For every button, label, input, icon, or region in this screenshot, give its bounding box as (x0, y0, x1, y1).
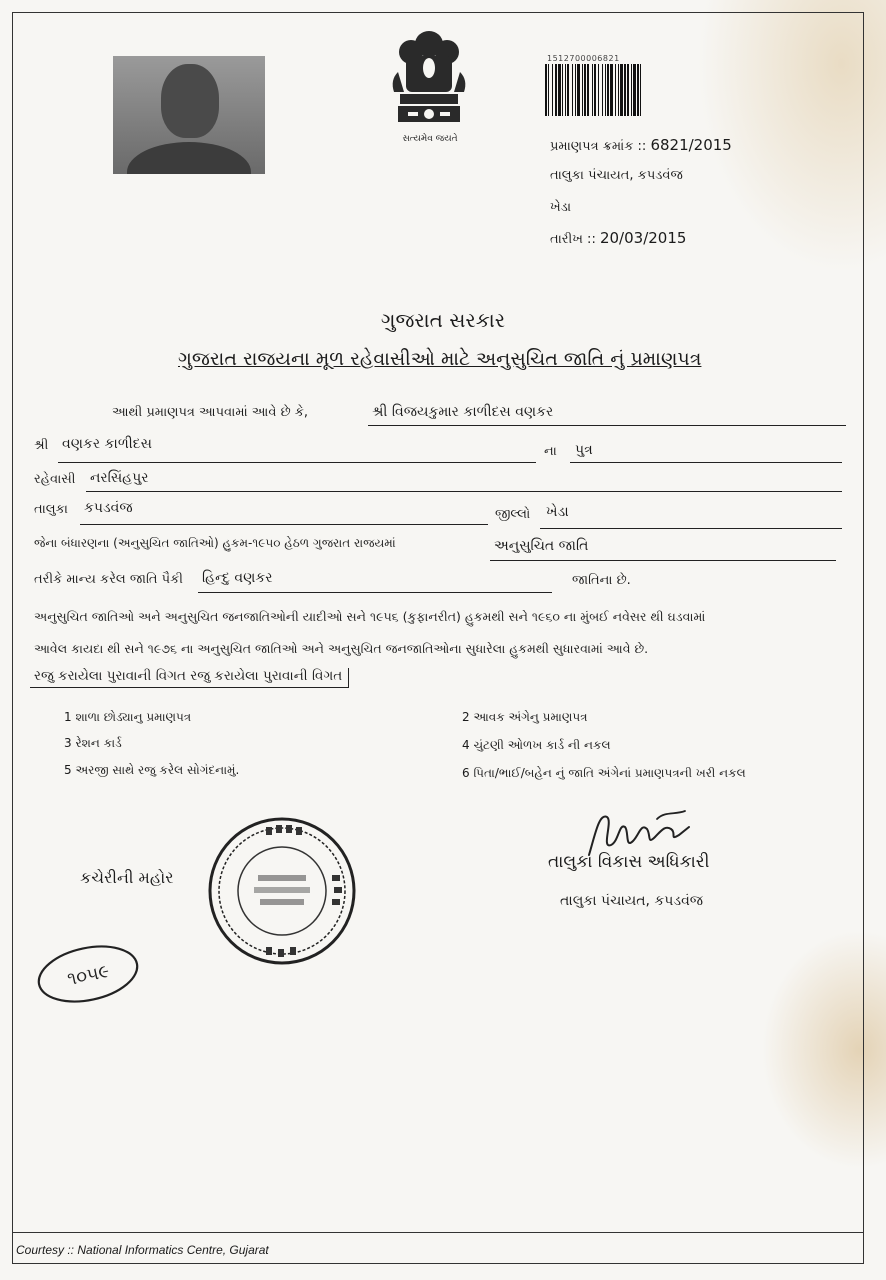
taluka-label: તાલુકા (34, 502, 68, 517)
applicant-photo (113, 56, 265, 174)
legal-paragraph-line1: અનુસુચિત જાતિઓ અને અનુસુચિત જનજાતિઓની યાદીઓ સને ૧૯૫૬ (કુફાનરીત) હુકમથી સને ૧૯૬૦ ના મુંબઈ નવેસર થી ઘડવામાં (34, 609, 706, 624)
caste-suffix: જાતિના છે. (572, 573, 631, 588)
relation-value: પુત્ર (575, 442, 593, 458)
father-prefix: શ્રી (34, 438, 49, 453)
proof-item: 1 શાળા છોડ્યાનુ પ્રમાણપત્ર (64, 710, 192, 724)
certificate-title: ગુજરાત રાજયના મૂળ રહેવાસીઓ માટે અનુસુચિત જાતિ નું પ્રમાણપત્ર (178, 348, 702, 370)
proof-item: 6 પિતા/ભાઈ/બહેન નું જાતિ અંગેનાં પ્રમાણપત્રની ખરી નકલ (462, 766, 746, 780)
legal-paragraph-line2: આવેલ કાયદા થી સને ૧૯૭૬ ના અનુસુચિત જાતિઓ અને અનુસુચિત જનજાતિઓના સુધારેલા હુકમથી સુધારવામાં આવે છે. (34, 641, 649, 656)
recognized-label: તરીકે માન્ય કરેલ જાતિ પૈકી (34, 572, 183, 587)
certificate-number-label: પ્રમાણપત્ર ક્રમાંક :: (550, 139, 647, 154)
issued-to-label: આથી પ્રમાણપત્ર આપવામાં આવે છે કે, (112, 405, 309, 420)
emblem-motto: સત્યમેવ જયતે (402, 134, 458, 144)
government-title: ગુજરાત સરકાર (380, 308, 506, 332)
proof-item: 5 અરજી સાથે રજુ કરેલ સોગંદનામું. (64, 763, 240, 777)
proof-item: 3 રેશન કાર્ડ (64, 736, 122, 750)
office-seal-stamp (206, 815, 358, 967)
office-seal-label: કચેરીની મહોર (80, 868, 174, 887)
proof-item: 4 ચુંટણી ઓળખ કાર્ડ ની નકલ (462, 738, 611, 752)
handwritten-number: ૧૦૫૯ (65, 960, 112, 991)
issue-date-label: તારીખ :: (550, 232, 596, 247)
barcode (545, 64, 727, 116)
state-emblem-icon (384, 28, 474, 132)
issue-date (550, 229, 686, 247)
resident-label: રહેવાસી (34, 472, 76, 487)
barcode-number: 1512700006821 (547, 54, 620, 63)
category-value: અનુસુચિત જાતિ (494, 538, 589, 554)
certificate-number (550, 136, 732, 154)
caste-value: હિન્દુ વણકર (202, 570, 273, 586)
issue-date-value: 20/03/2015 (599, 229, 687, 247)
taluka-value: કપડવંજ (84, 500, 133, 516)
footer-divider (12, 1232, 864, 1233)
district-label: જીલ્લો (495, 507, 531, 522)
certificate-number-value: 6821/2015 (650, 136, 732, 154)
footer-courtesy: Courtesy :: National Informatics Centre, Gujarat (16, 1243, 269, 1257)
resident-value: નરસિંહપુર (90, 470, 149, 486)
issued-to-value: શ્રી વિજયકુમાર કાળીદસ વણકર (372, 404, 554, 420)
proof-item: 2 આવક અંગેનુ પ્રમાણપત્ર (462, 710, 588, 724)
relation-label: ના (544, 444, 557, 459)
issuing-office: તાલુકા પંચાયત, કપડવંજ (550, 168, 683, 183)
district-value: ખેડા (546, 504, 569, 520)
father-name: વણકર કાળીદસ (62, 436, 152, 452)
order-text: જેના બંધારણના (અનુસુચિત જાતિઓ) હુકમ-૧૯૫૦ હેઠળ ગુજરાત રાજયમાં (34, 536, 396, 550)
issuing-district: ખેડા (550, 200, 572, 215)
signatory-designation: તાલુકા વિકાસ અધિકારી (548, 852, 710, 872)
signatory-office: તાલુકા પંચાયત, કપડવંજ (560, 893, 704, 909)
proofs-heading: રજુ કરાયેલા પુરાવાની વિગત રજુ કરાયેલા પુરાવાની વિગત (30, 668, 349, 688)
handwritten-number-oval (34, 943, 142, 1005)
